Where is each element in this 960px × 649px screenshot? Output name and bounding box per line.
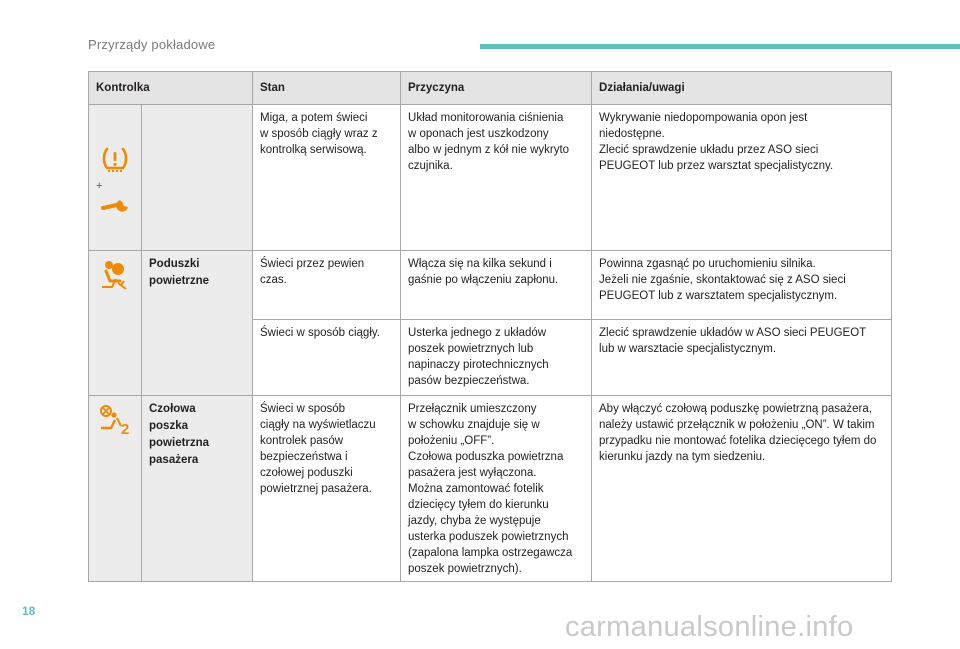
state-cell [253, 320, 401, 396]
wrench-service-icon [99, 196, 131, 216]
page-number: 18 [22, 604, 36, 618]
action-text: Zlecić sprawdzenie układów w ASO sieci PEUGEOT lub w warsztacie specjalistycznym. [599, 327, 867, 355]
cause-cell [401, 251, 592, 320]
table-header-row [89, 72, 892, 105]
table-row [89, 396, 892, 582]
indicator-icon-cell [89, 396, 142, 582]
cause-text: Układ monitorowania ciśnienia w oponach jest uszkodzony albo w jednym z kół nie wykryto czujnika. [408, 112, 570, 172]
header-accent-bar [480, 44, 960, 49]
section-title: Przyrządy pokładowe [88, 37, 216, 52]
cause-text: Włącza się na kilka sekund i gaśnie po włączeniu zapłonu. [408, 258, 559, 286]
passenger-airbag-off-icon [97, 404, 133, 436]
state-text: Świeci w sposób ciągły. [260, 327, 380, 339]
plus-sign: + [96, 180, 103, 192]
svg-text:2: 2 [121, 421, 130, 436]
state-text: Świeci przez pewien czas. [260, 258, 365, 286]
column-header-kontrolka: Kontrolka [89, 72, 253, 105]
warning-name: Czołowa poszka powietrzna pasażera [149, 403, 210, 466]
table-row [89, 105, 892, 251]
watermark: carmanualsonline.info [565, 611, 854, 643]
cause-cell [401, 320, 592, 396]
action-cell [592, 105, 892, 251]
warning-name: Poduszki powietrzne [149, 258, 210, 287]
column-header-stan: Stan [253, 72, 401, 105]
state-text: Świeci w sposób ciągły na wyświetlaczu kontrolek pasów bezpieczeństwa i czołowej poduszki powietrznej pasażera. [260, 403, 376, 495]
column-header-dzialania: Działania/uwagi [592, 72, 892, 105]
airbag-icon [98, 259, 132, 291]
warning-name-cell [142, 105, 253, 251]
tyre-pressure-warning-icon [100, 145, 130, 175]
state-cell [253, 105, 401, 251]
action-cell [592, 251, 892, 320]
warning-name [149, 105, 245, 110]
state-cell [253, 396, 401, 582]
indicator-icon-cell [89, 105, 142, 251]
indicator-icon-cell [89, 251, 142, 396]
action-text: Wykrywanie niedopompowania opon jest niedostępne. Zlecić sprawdzenie układu przez ASO sieci PEUGEOT lub przez warsztat specjalistyczny. [599, 112, 834, 172]
state-cell [253, 251, 401, 320]
cause-cell [401, 396, 592, 582]
warning-name-cell [142, 251, 253, 396]
warning-name-cell [142, 396, 253, 582]
warning-lights-table [88, 71, 892, 582]
action-cell [592, 396, 892, 582]
cause-text: Przełącznik umieszczony w schowku znajduje się w położeniu „OFF”. Czołowa poduszka powietrzna pasażera jest wyłączona. Można zamontować fotelik dziecięcy tyłem do kierunku jazdy, chyba że występuje usterka poduszek powietrznych (zapalona lampka ostrzegawcza poszek powietrznych). [408, 403, 573, 575]
action-text: Powinna zgasnąć po uruchomieniu silnika. Jeżeli nie zgaśnie, skontaktować się z ASO sieci PEUGEOT lub z warsztatem specjalistycznym. [599, 258, 846, 302]
column-header-przyczyna: Przyczyna [401, 72, 592, 105]
cause-text: Usterka jednego z układów poszek powietrznych lub napinaczy pirotechnicznych pasów bezpieczeństwa. [408, 327, 549, 387]
table-row [89, 251, 892, 320]
cause-cell [401, 105, 592, 251]
state-text: Miga, a potem świeci w sposób ciągły wraz z kontrolką serwisową. [260, 112, 378, 156]
action-cell [592, 320, 892, 396]
action-text: Aby włączyć czołową poduszkę powietrzną pasażera, należy ustawić przełącznik w położeniu „ON”. W takim przypadku nie montować fotelika dziecięcego tyłem do kierunku jazdy na tym siedzeniu. [599, 403, 877, 463]
